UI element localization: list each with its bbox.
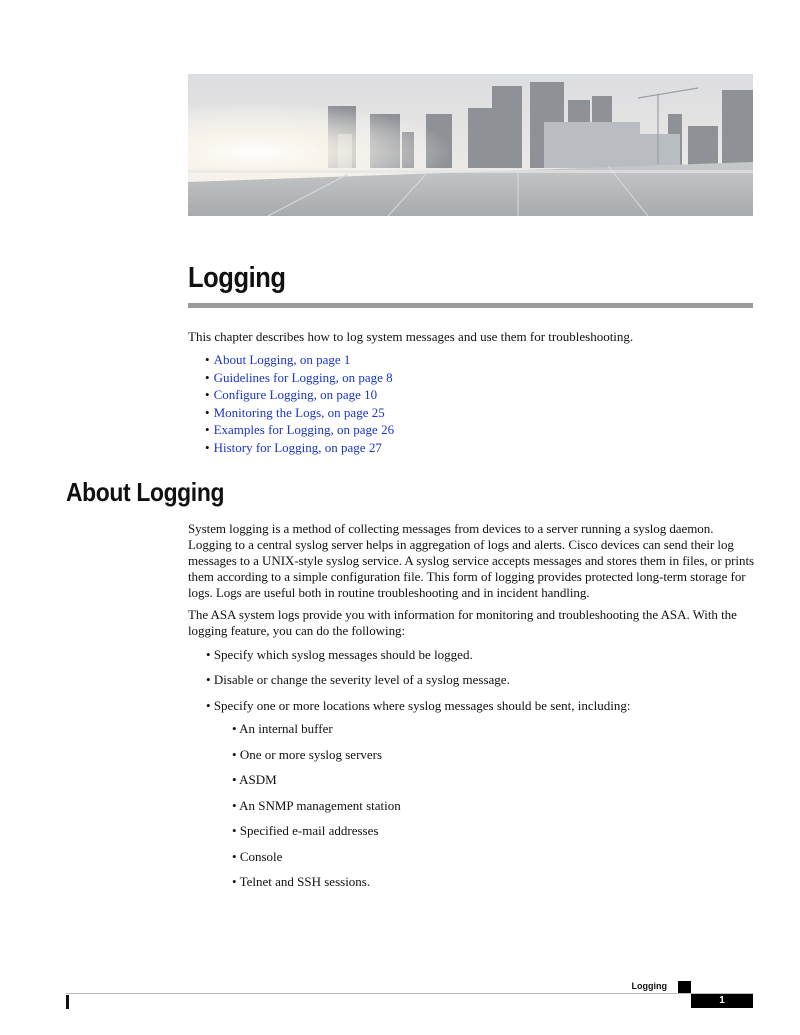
toc-item [205,404,394,422]
list-item: • Specified e-mail addresses [232,823,378,839]
list-item: • ASDM [232,772,277,788]
skyline-illustration [188,74,753,216]
section-title: About Logging [66,477,225,507]
title-rule [188,303,753,308]
toc-link-configure[interactable]: Configure Logging, on page 10 [213,387,378,403]
chapter-title: Logging [188,262,286,294]
chapter-toc [205,351,394,457]
toc-link-monitoring[interactable]: Monitoring the Logs, on page 25 [213,404,385,420]
list-item: • An internal buffer [232,721,333,737]
chapter-intro: This chapter describes how to log system messages and use them for troubleshooting. [188,329,634,344]
chapter-banner-image [188,74,753,216]
toc-item [205,369,394,387]
toc-item [205,386,394,404]
footer-left-marker [66,995,69,1009]
toc-item [205,351,394,369]
list-item: • Telnet and SSH sessions. [232,874,370,890]
toc-link-guidelines[interactable]: Guidelines for Logging, on page 8 [213,369,393,385]
toc-link-history[interactable]: History for Logging, on page 27 [213,439,382,455]
list-item: • An SNMP management station [232,798,401,814]
page-number: 1 [691,994,753,1008]
toc-link-examples[interactable]: Examples for Logging, on page 26 [213,422,395,438]
section-paragraph-2: The ASA system logs provide you with information for monitoring and troubleshooting the ASA. With the logging feature, you can do the following: [188,607,737,638]
toc-link-about-logging[interactable]: About Logging, on page 1 [213,352,351,367]
footer-chapter-title: Logging [631,981,667,991]
list-item: • Specify which syslog messages should be logged. [206,647,473,663]
toc-item [205,421,394,439]
list-item: • Disable or change the severity level of a syslog message. [206,672,510,688]
toc-item [205,439,394,457]
list-item: • Console [232,849,282,865]
list-item: • One or more syslog servers [232,747,382,763]
section-paragraph-1: System logging is a method of collecting messages from devices to a server running a syslog daemon. Logging to a central syslog server helps in aggregation of logs and alerts. Cisco devices can send their log messages to a UNIX-style syslog service. A syslog service accepts messages and stores them in files, or prints them according to a simple configuration file. This form of logging provides protected long-term storage for logs. Logs are useful both in routine troubleshooting and in incident handling. [188,521,755,600]
list-item: • Specify one or more locations where syslog messages should be sent, including: [206,698,630,714]
footer-rule [66,993,753,994]
